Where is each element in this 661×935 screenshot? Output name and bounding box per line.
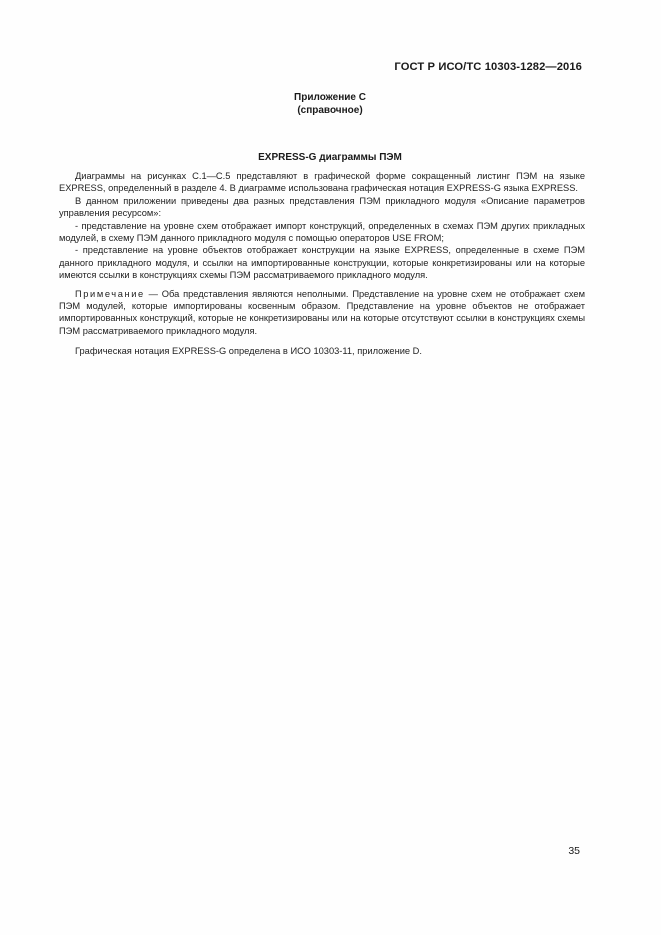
section-title: EXPRESS-G диаграммы ПЭМ [258, 152, 402, 163]
note-text: — Оба представления являются неполными. Представление на уровне схем не отображает схем ПЭМ модулей, которые импортированы косвенным образом. Представление на уровне объектов не отображает импортированных конструкций, которые не конкретизированы или на которые отсутствуют ссылки в конструкциях схемы ПЭМ рассматриваемого прикладного модуля. [59, 288, 585, 336]
standard-header: ГОСТ Р ИСО/ТС 10303-1282—2016 [394, 61, 582, 73]
paragraph-representations: В данном приложении приведены два разных представления ПЭМ прикладного модуля «Описание параметров управления ресурсом»: [59, 195, 585, 219]
annex-subtitle: (справочное) [297, 105, 363, 116]
paragraph-notation: Графическая нотация EXPRESS-G определена в ИСО 10303-11, приложение D. [75, 346, 422, 357]
paragraph-schema-level: - представление на уровне схем отображает импорт конструкций, определенных в схемах ПЭМ других прикладных модулей, в схему ПЭМ данного прикладного модуля с помощью операторов USE FROM; [59, 220, 585, 244]
paragraph-diagrams: Диаграммы на рисунках С.1—С.5 представляют в графической форме сокращенный листинг ПЭМ на языке EXPRESS, определенный в разделе 4. В диаграмме использована графическая нотация EXPRESS-G языка EXPRESS. [59, 171, 585, 194]
body-text [59, 170, 585, 358]
annex-title: Приложение С [294, 92, 366, 103]
note-paragraph [59, 288, 585, 338]
note-label: Примечание [75, 288, 145, 299]
paragraph-entity-level: - представление на уровне объектов отображает конструкции на языке EXPRESS, определенные в схеме ПЭМ данного прикладного модуля, и ссылки на импортированные конструкции, которые конкретизированы или на которые имеются ссылки в конструкциях схемы ПЭМ рассматриваемого прикладного модуля. [59, 245, 585, 281]
page-number: 35 [568, 845, 580, 857]
annex-heading [200, 91, 460, 117]
